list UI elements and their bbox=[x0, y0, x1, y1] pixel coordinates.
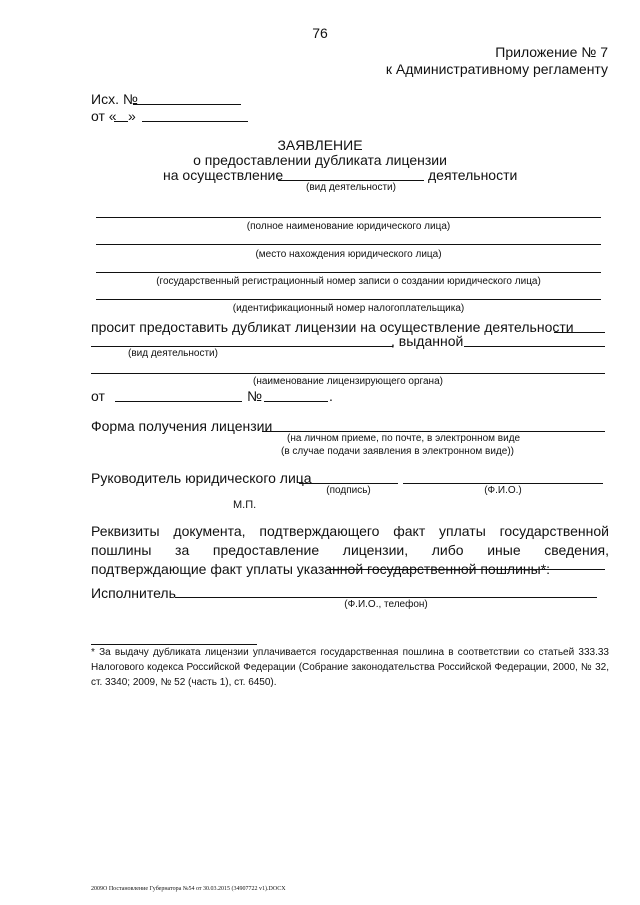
number-label: № bbox=[247, 388, 263, 404]
receipt-caption-1: (на личном приеме, по почте, в электронном виде bbox=[287, 433, 521, 444]
outgoing-day-field[interactable] bbox=[114, 121, 128, 122]
activity-caption: (вид деятельности) bbox=[306, 182, 396, 193]
outgoing-number-field[interactable] bbox=[133, 104, 241, 105]
footnote-text: * За выдачу дубликата лицензии уплачивается государственная пошлина в соответствии со статьей 333.33 Налогового кодекса Российской Федерации (Собрание законодательства Российской Федерации, 2000, № 32, ст. 3340; 2009, № 52 (часть 1), ст. 6450). bbox=[91, 647, 609, 688]
state-reg-field[interactable] bbox=[96, 272, 601, 273]
request-activity-field-2[interactable] bbox=[91, 346, 393, 347]
activity-prefix: на осуществление bbox=[163, 167, 284, 183]
location-field[interactable] bbox=[96, 244, 601, 245]
tax-id-caption: (идентификационный номер налогоплательщика) bbox=[232, 303, 465, 314]
payment-field[interactable] bbox=[327, 569, 605, 570]
from-label: от bbox=[91, 388, 105, 404]
request-activity-caption: (вид деятельности) bbox=[128, 348, 218, 359]
outgoing-date-field[interactable] bbox=[142, 121, 248, 122]
appendix-subtitle: к Административному регламенту bbox=[385, 61, 608, 77]
full-name-field[interactable] bbox=[96, 217, 601, 218]
signature-field[interactable] bbox=[299, 483, 398, 484]
form-subtitle: о предоставлении дубликата лицензии bbox=[193, 152, 447, 168]
form-title: ЗАЯВЛЕНИЕ bbox=[277, 137, 363, 153]
stamp-label: М.П. bbox=[233, 499, 257, 511]
issued-label: , выданной bbox=[391, 333, 464, 349]
receipt-caption-2: (в случае подачи заявления в электронном виде)) bbox=[281, 446, 514, 457]
executor-caption: (Ф.И.О., телефон) bbox=[344, 599, 428, 610]
page-number: 76 bbox=[312, 25, 328, 41]
receipt-label: Форма получения лицензии bbox=[91, 418, 273, 434]
request-activity-field-1[interactable] bbox=[554, 332, 605, 333]
outgoing-date-label: от « bbox=[91, 108, 117, 124]
location-caption: (место нахождения юридического лица) bbox=[255, 249, 442, 260]
outgoing-number-label: Исх. № bbox=[91, 91, 138, 107]
footnote bbox=[91, 645, 609, 690]
request-text: просит предоставить дубликат лицензии на осуществление деятельности bbox=[91, 319, 574, 335]
request-end-dot: . bbox=[329, 388, 333, 404]
full-name-caption: (полное наименование юридического лица) bbox=[246, 221, 451, 232]
signature-caption: (подпись) bbox=[326, 485, 371, 496]
activity-field[interactable] bbox=[278, 180, 424, 181]
executor-field[interactable] bbox=[175, 597, 597, 598]
executor-label: Исполнитель bbox=[91, 585, 176, 601]
head-fio-field[interactable] bbox=[403, 483, 603, 484]
authority-caption: (наименование лицензирующего органа) bbox=[253, 376, 443, 387]
head-label: Руководитель юридического лица bbox=[91, 470, 312, 486]
issued-by-field[interactable] bbox=[464, 346, 605, 347]
payment-text-content: Реквизиты документа, подтверждающего факт уплаты государственной пошлины за предоставление лицензии, либо иные сведения, подтверждающие факт уплаты указанной государственной пошлины*: bbox=[91, 523, 609, 577]
state-reg-caption: (государственный регистрационный номер записи о создании юридического лица) bbox=[156, 276, 541, 287]
document-footer: 2009О Постановление Губернатора №54 от 30.03.2015 (34907722 v1).DOCX bbox=[91, 886, 286, 892]
license-number-field[interactable] bbox=[264, 401, 328, 402]
receipt-field[interactable] bbox=[262, 431, 605, 432]
tax-id-field[interactable] bbox=[96, 299, 601, 300]
license-date-field[interactable] bbox=[115, 401, 242, 402]
authority-field[interactable] bbox=[91, 373, 605, 374]
activity-suffix: деятельности bbox=[428, 167, 518, 183]
appendix-title: Приложение № 7 bbox=[495, 44, 608, 60]
head-fio-caption: (Ф.И.О.) bbox=[484, 485, 522, 496]
outgoing-date-mid: » bbox=[128, 108, 136, 124]
payment-text bbox=[91, 522, 609, 579]
